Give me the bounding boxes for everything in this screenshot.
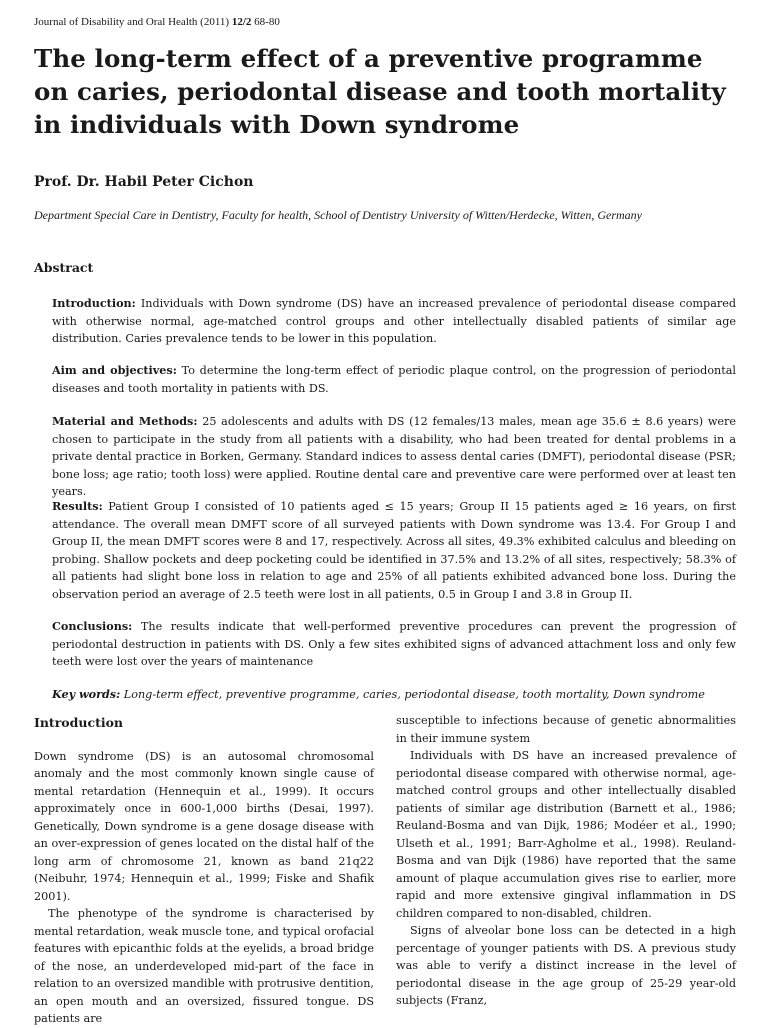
body-paragraph: Individuals with DS have an increased prevalence of periodontal disease compared with otherwise normal, age-matched control groups and other intellectually disabled patients of similar age distribution (Barnett et al., 1986; Reuland-Bosma and van Dijk, 1986; Modéer et al., 1990; Ulseth et al., 1991; Barr-Agholme et al., 1998). Reuland-Bosma and van Dijk (1986) have reported that the same amount of plaque accumulation gives rise to earlier, more rapid and more extensive gingival inflammation in DS children compared to non-disabled, children. xyxy=(396,749,736,920)
introduction-heading: Introduction xyxy=(34,715,124,730)
abstract-results-text: Patient Group I consisted of 10 patients aged ≤ 15 years; Group II 15 patients aged ≥ 16 years, on first attendance. The overall mean DMFT score of all surveyed patients with Down syndrome was 13.4. For Group I and Group II, the mean DMFT scores were 8 and 17, respectively. Across all sites, 49.3% exhibited calculus and bleeding on probing. Shallow pockets and deep pocketing could be identified in 37.5% and 13.2% of all sites, respectively; 58.3% of all patients had slight bone loss in relation to age and 25% of all patients exhibited advanced bone loss. During the observation period an average of 2.5 teeth were lost in all patients, 0.5 in Group I and 3.8 in Group II. xyxy=(52,500,737,601)
body-paragraph: The phenotype of the syndrome is characterised by mental retardation, weak muscle tone, and typical orofacial features with epicanthic folds at the eyelids, a broad bridge of the nose, an underdeveloped mid-part of the face in relation to an oversized mandible with protrusive dentition, an open mouth and an oversized, fissured tongue. DS patients are xyxy=(34,907,374,1025)
abstract-results-label: Results: xyxy=(52,499,103,513)
article-title: The long-term effect of a preventive programme on caries, periodontal disease and tooth mortality in individuals with Down syndrome xyxy=(34,44,726,139)
abstract-conclusions-text: The results indicate that well-performed preventive procedures can prevent the progression of periodontal destruction in patients with DS. Only a few sites exhibited signs of advanced attachment loss and only few teeth were lost over the years of maintenance xyxy=(52,620,736,668)
journal-pages: 68-80 xyxy=(254,16,280,28)
author-affiliation: Department Special Care in Dentistry, Faculty for health, School of Dentistry University of Witten/Herdecke, Witten, Germany xyxy=(34,208,642,222)
abstract-conclusions xyxy=(52,618,736,671)
journal-issue: 12/2 xyxy=(231,16,252,28)
body-paragraph: susceptible to infections because of genetic abnormalities in their immune system xyxy=(396,714,736,745)
abstract-results xyxy=(52,498,736,603)
journal-name-year: Journal of Disability and Oral Health (2011) xyxy=(34,16,230,28)
journal-citation xyxy=(34,16,280,28)
abstract-keywords-text: Long-term effect, preventive programme, caries, periodontal disease, tooth mortality, Down syndrome xyxy=(123,688,705,701)
abstract-methods-text: 25 adolescents and adults with DS (12 females/13 males, mean age 35.6 ± 8.6 years) were chosen to participate in the study from all patients with a disability, who had been treated for dental problems in a private dental practice in Borken, Germany. Standard indices to assess dental caries (DMFT), periodontal disease (PSR; bone loss; age ratio; tooth loss) were applied. Routine dental care and preventive care were performed over at least ten years. xyxy=(52,415,737,498)
body-paragraph: Down syndrome (DS) is an autosomal chromosomal anomaly and the most commonly known single cause of mental retardation (Hennequin et al., 1999). It occurs approximately once in 600-1,000 births (Desai, 1997). Genetically, Down syndrome is a gene dosage disease with an over-expression of genes located on the distal half of the long arm of chromosome 21, known as band 21q22 (Neibuhr, 1974; Hennequin et al., 1999; Fiske and Shafik 2001). xyxy=(34,749,374,903)
abstract-introduction-label: Introduction: xyxy=(52,296,136,310)
abstract-introduction xyxy=(52,295,736,348)
abstract-heading: Abstract xyxy=(34,260,94,275)
body-paragraph: Signs of alveolar bone loss can be detected in a high percentage of younger patients with DS. A previous study was able to verify a distinct increase in the level of periodontal disease in the age group of 25-29 year-old subjects (Franz, xyxy=(396,924,736,1007)
abstract-keywords-label: Key words: xyxy=(52,687,121,701)
author-name: Prof. Dr. Habil Peter Cichon xyxy=(34,174,254,190)
abstract-aim xyxy=(52,362,736,397)
body-column-left xyxy=(34,712,374,1028)
abstract-introduction-text: Individuals with Down syndrome (DS) have an increased prevalence of periodontal disease compared with otherwise normal, age-matched control groups and other intellectually disabled patients of similar age distribution. Caries prevalence tends to be lower in this population. xyxy=(52,297,736,345)
abstract-conclusions-label: Conclusions: xyxy=(52,619,133,633)
abstract-methods-label: Material and Methods: xyxy=(52,414,198,428)
abstract-methods xyxy=(52,413,736,501)
abstract-aim-label: Aim and objectives: xyxy=(52,363,177,377)
abstract-keywords xyxy=(52,686,736,704)
abstract-aim-text: To determine the long-term effect of periodic plaque control, on the progression of periodontal diseases and tooth mortality in patients with DS. xyxy=(52,364,737,395)
body-column-right xyxy=(396,712,736,1010)
